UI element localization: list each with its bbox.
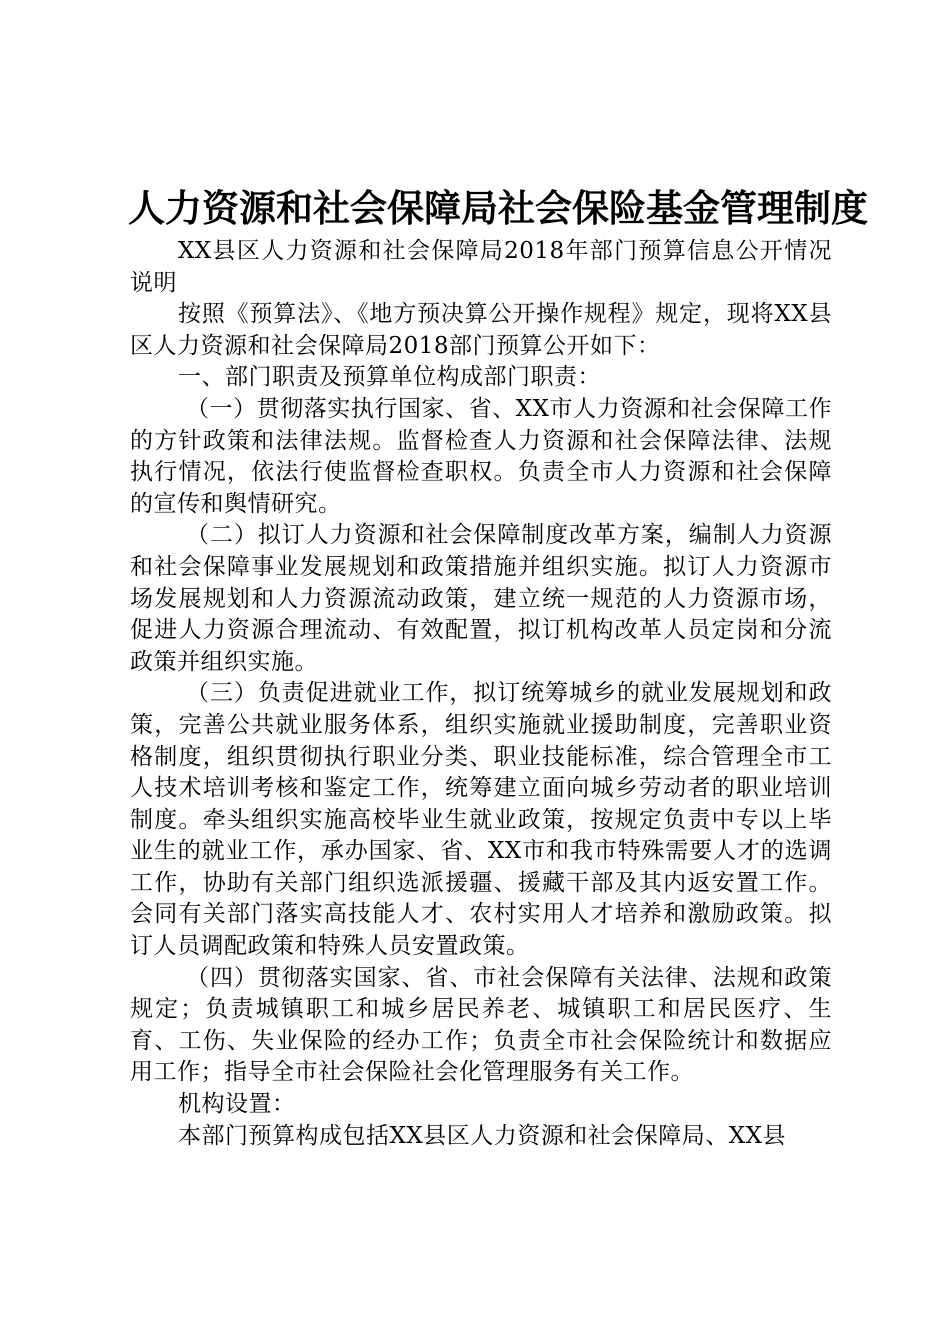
paragraph-budget-units: 本部门预算构成包括XX县区人力资源和社会保障局、XX县 — [178, 1122, 786, 1149]
document-title: 人力资源和社会保障局社会保险基金管理制度 — [128, 187, 868, 230]
document-body — [130, 236, 832, 1152]
section-heading-duties: 一、部门职责及预算单位构成部门职责： — [178, 364, 601, 391]
duty-item-1: （一）贯彻落实执行国家、省、XX市人力资源和社会保障工作的方针政策和法律法规。监督检查人力资源和社会保障法律、法规执行情况，依法行使监督检查职权。负责全市人力资源和社会保障的宣传和舆情研究。 — [130, 395, 832, 517]
duty-item-3: （三）负责促进就业工作，拟订统筹城乡的就业发展规划和政策，完善公共就业服务体系，组织实施就业援助制度，完善职业资格制度，组织贯彻执行职业分类、职业技能标准，综合管理全市工人技术培训考核和鉴定工作，统筹建立面向城乡劳动者的职业培训制度。牵头组织实施高校毕业生就业政策，按规定负责中专以上毕业生的就业工作，承办国家、省、XX市和我市特殊需要人才的选调工作，协助有关部门组织选派援疆、援藏干部及其内返安置工作。会同有关部门落实高技能人才、农村实用人才培养和激励政策。拟订人员调配政策和特殊人员安置政策。 — [130, 680, 832, 960]
paragraph-intro: XX县区人力资源和社会保障局2018年部门预算信息公开情况说明 — [130, 238, 832, 296]
paragraph-basis: 按照《预算法》、《地方预决算公开操作规程》规定，现将XX县区人力资源和社会保障局2018部门预算公开如下： — [130, 301, 832, 359]
duty-item-2: （二）拟订人力资源和社会保障制度改革方案，编制人力资源和社会保障事业发展规划和政策措施并组织实施。拟订人力资源市场发展规划和人力资源流动政策，建立统一规范的人力资源市场，促进人力资源合理流动、有效配置，拟订机构改革人员定岗和分流政策并组织实施。 — [130, 522, 832, 675]
section-heading-organization: 机构设置： — [178, 1091, 296, 1118]
duty-item-4: （四）贯彻落实国家、省、市社会保障有关法律、法规和政策规定；负责城镇职工和城乡居民养老、城镇职工和居民医疗、生育、工伤、失业保险的经办工作；负责全市社会保险统计和数据应用工作；指导全市社会保险社会化管理服务有关工作。 — [130, 964, 832, 1086]
